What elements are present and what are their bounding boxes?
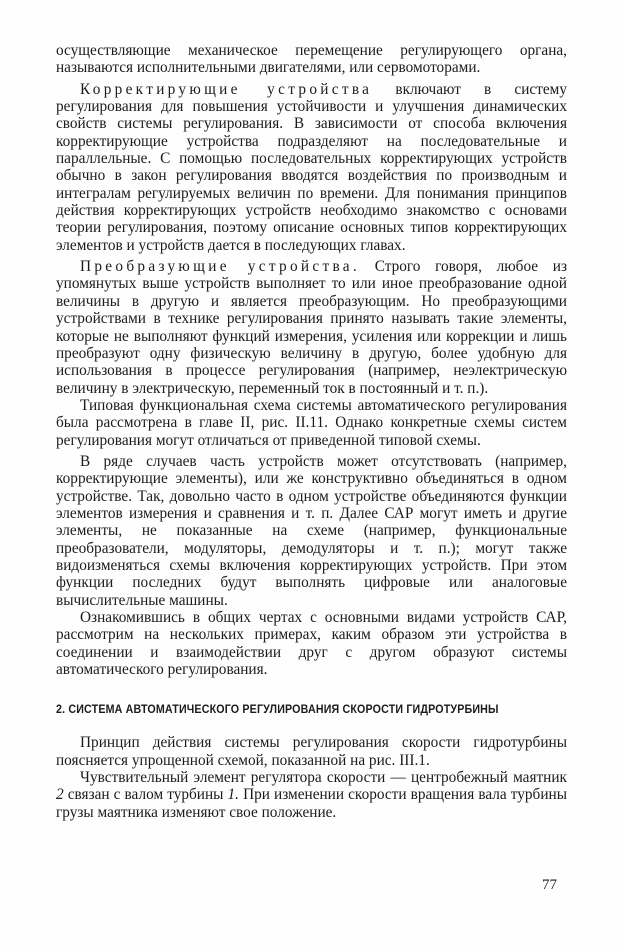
paragraph-converting-devices: [56, 258, 567, 397]
paragraph-principle: Принцип действия системы регулирования скорости гидротурбины поясняется упрощенной схемой, показанной на рис. III.1.: [56, 734, 567, 769]
paragraph-servomotors: осуществляющие механическое перемещение регулирующего органа, называются исполнительными двигателями, или сервомоторами.: [56, 42, 567, 77]
paragraph-correcting-devices-text: включают в систему регулирования для повышения устойчивости и улучшения динамических свойств системы регулирования. В зависимости от способа включения корректирующие устройства подразделяют на последовательные и параллельные. С помощью последовательных корректирующих устройств обычно в закон регулирования вводятся воздействия по производным и интегралам регулируемых величин по времени. Для понимания принципов действия корректирующих устройств необходимо знакомство с основами теории регулирования, поэтому описание основных типов корректирующих элементов и устройств дается в последующих главах.: [56, 80, 567, 254]
paragraph-missing-devices: В ряде случаев часть устройств может отсутствовать (например, корректирующие элементы), или же конструктивно объединяться в одном устройстве. Так, довольно часто в одном устройстве объединяются функции элементов измерения и сравнения и т. п. Далее САР могут иметь и другие элементы, не показанные на схеме (например, функциональные преобразователи, модуляторы, демодуляторы и т. п.); могут также видоизменяться схемы включения корректирующих устройств. При этом функции последних будут выполнять цифровые или аналоговые вычислительные машины.: [56, 452, 567, 609]
sensitive-element-text-c: При изменении скорости вращения вала турбины грузы маятника изменяют свое положение.: [56, 786, 567, 821]
section-heading: 2. СИСТЕМА АВТОМАТИЧЕСКОГО РЕГУЛИРОВАНИЯ СКОРОСТИ ГИДРОТУРБИНЫ: [56, 702, 499, 717]
paragraph-typical-scheme: Типовая функциональная схема системы автоматического регулирования была рассмотрена в главе II, рис. II.11. Однако конкретные схемы систем регулирования могут отличаться от приведенной типовой схемы.: [56, 396, 567, 449]
sensitive-element-text-a: Чувствительный элемент регулятора скорости — центробежный маятник: [80, 769, 567, 787]
ref-number-pendulum: 2: [56, 786, 64, 804]
paragraph-converting-devices-text: Строго говоря, любое из упомянутых выше устройств выполняет то или иное преобразование одной величины в другую и является преобразующим. Но преобразующими устройствами в технике регулирования принято называть такие элементы, которые не выполняют функций измерения, усиления или коррекции и лишь преобразуют одну физическую величину в другую, более удобную для использования в процессе регулирования (например, неэлектрическую величину в электрическую, переменный ток в постоянный и т. п.).: [56, 258, 567, 397]
paragraph-sensitive-element: [56, 769, 567, 821]
term-converting-devices: Преобразующие устройства.: [80, 258, 360, 276]
page-number: 77: [542, 877, 557, 893]
paragraph-correcting-devices: [56, 81, 567, 254]
sensitive-element-text-b: связан с валом турбины: [63, 786, 228, 804]
ref-number-turbine: 1.: [227, 786, 239, 804]
term-correcting-devices: Корректирующие устройства: [80, 80, 373, 98]
paragraph-summary: Ознакомившись в общих чертах с основными видами устройств САР, рассмотрим на нескольких примерах, каким образом эти устройства в соединении и взаимодействии друг с другом образуют системы автоматического регулирования.: [56, 609, 567, 679]
text-body: [56, 42, 567, 821]
